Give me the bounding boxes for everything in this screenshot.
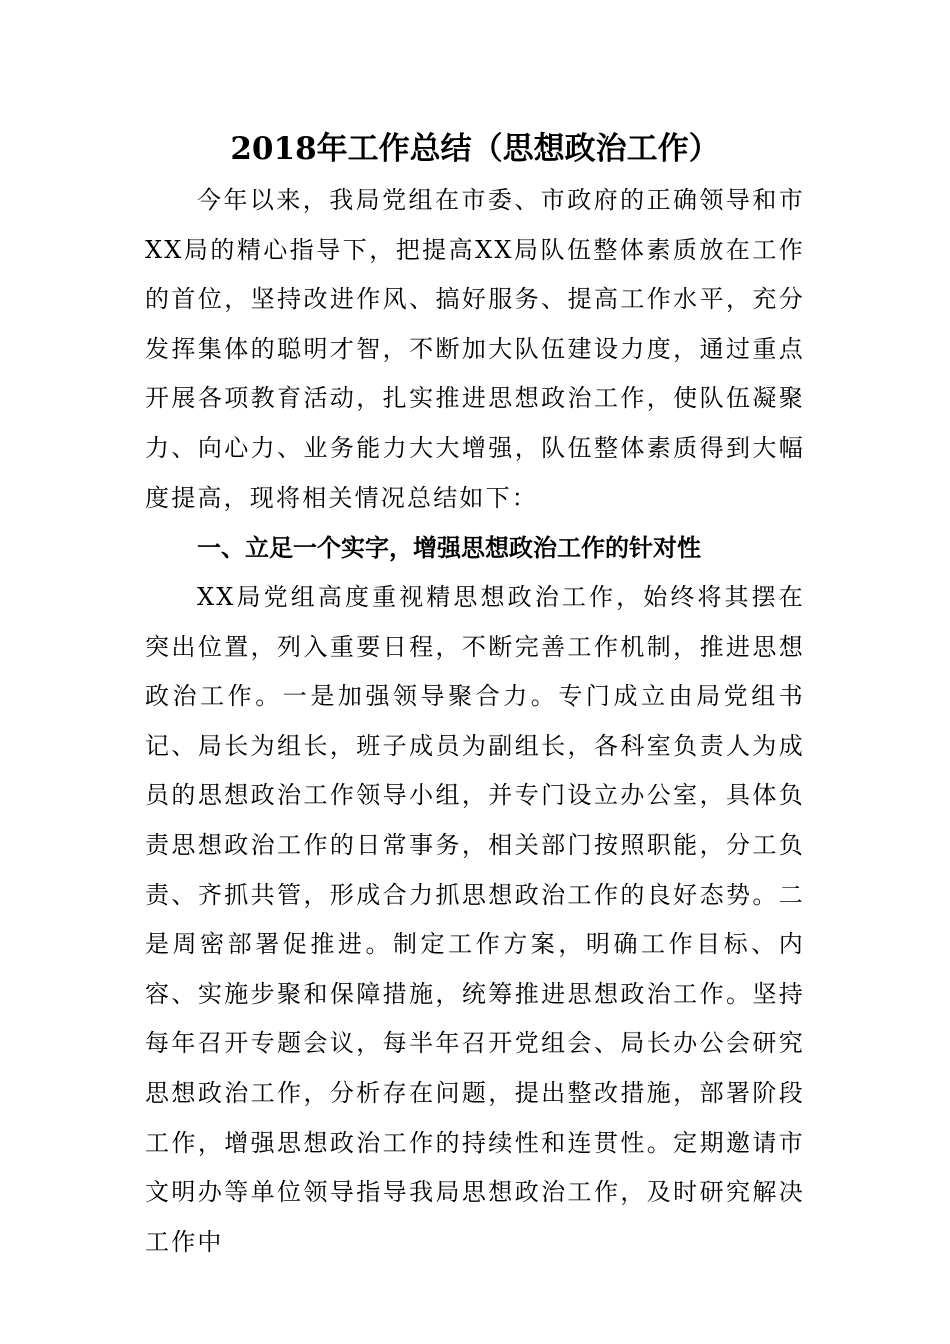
intro-paragraph: 今年以来，我局党组在市委、市政府的正确领导和市XX局的精心指导下，把提高XX局队伍整体素质放在工作的首位，坚持改进作风、搞好服务、提高工作水平，充分发挥集体的聪明才智，不断加大队伍建设力度，通过重点开展各项教育活动，扎实推进思想政治工作，使队伍凝聚力、向心力、业务能力大大增强，队伍整体素质得到大幅度提高，现将相关情况总结如下： [145, 186, 805, 512]
document-title: 2018年工作总结（思想政治工作） [230, 131, 720, 167]
section-1-heading: 一、立足一个实字，增强思想政治工作的针对性 [197, 534, 701, 562]
section-1-paragraph: XX局党组高度重视精思想政治工作，始终将其摆在突出位置，列入重要日程，不断完善工作机制，推进思想政治工作。一是加强领导聚合力。专门成立由局党组书记、局长为组长，班子成员为副组长，各科室负责人为成员的思想政治工作领导小组，并专门设立办公室，具体负责思想政治工作的日常事务，相关部门按照职能，分工负责、齐抓共管，形成合力抓思想政治工作的良好态势。二是周密部署促推进。制定工作方案，明确工作目标、内容、实施步聚和保障措施，统筹推进思想政治工作。坚持每年召开专题会议，每半年召开党组会、局长办公会研究思想政治工作，分析存在问题，提出整改措施，部署阶段工作，增强思想政治工作的持续性和连贯性。定期邀请市文明办等单位领导指导我局思想政治工作，及时研究解决工作中 [145, 583, 805, 1256]
